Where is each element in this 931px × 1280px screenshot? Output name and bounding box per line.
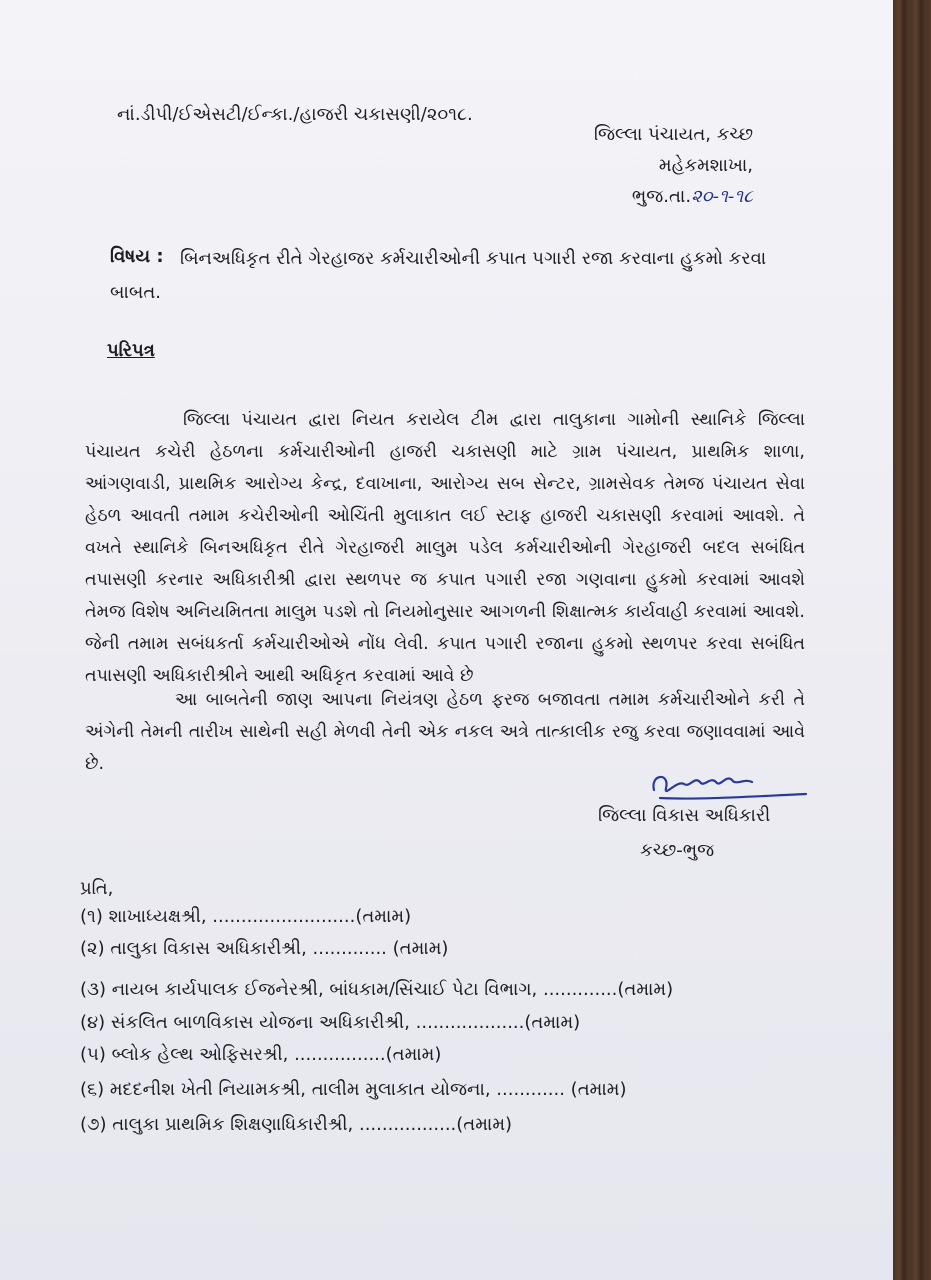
recipients-label: પ્રતિ, — [80, 878, 114, 899]
recipient-item: (૬) મદદનીશ ખેતી નિયામકશ્રી, તાલીમ મુલાકાત યોજના, ............ (તમામ) — [80, 1079, 627, 1100]
wooden-table-edge — [893, 0, 931, 1280]
office-name: જિલ્લા પંચાયત, કચ્છ — [593, 124, 753, 145]
recipient-item: (૧) શાખાધ્યક્ષશ્રી, .........................(તમામ) — [80, 906, 412, 927]
signature-scribble-icon — [640, 768, 820, 808]
body-paragraph-2: આ બાબતેની જાણ આપના નિયંત્રણ હેઠળ ફરજ બજાવતા તમામ કર્મચારીઓને કરી તે અંગેની તેમની તારીખ સાથેની સહી મેળવી તેની એક નકલ અત્રે તાત્કાલીક રજુ કરવા જણાવવામાં આવે છે. — [85, 690, 805, 774]
handwritten-signature — [640, 768, 820, 808]
recipient-item: (૫) બ્લોક હેલ્થ ઓફિસરશ્રી, ................(તમામ) — [80, 1044, 442, 1065]
signatory-place: કચ્છ-ભુજ — [640, 840, 715, 861]
letter-date — [632, 186, 753, 207]
department-name: મહેકમશાખા, — [658, 155, 753, 176]
recipient-item: (૨) તાલુકા વિકાસ અધિકારીશ્રી, ............. (તમામ) — [80, 938, 449, 959]
signatory-designation: જિલ્લા વિકાસ અધિકારી — [598, 805, 771, 826]
recipient-item: (૩) નાયબ કાર્યપાલક ઈજનેરશ્રી, બાંધકામ/સિંચાઈ પેટા વિભાગ, .............(તમામ) — [80, 979, 674, 1000]
date-prefix: ભુજ.તા. — [631, 186, 692, 207]
handwritten-date: ૨૦-૧-૧૮ — [691, 186, 753, 207]
body-paragraph-1: જિલ્લા પંચાયત દ્વારા નિયત કરાયેલ ટીમ દ્વારા તાલુકાના ગામોની સ્થાનિકે જિલ્લા પંચાયત કચેરી હેઠળના કર્મચારીઓની હાજરી ચકાસણી માટે ગ્રામ પંચાયત, પ્રાથમિક શાળા, આંગણવાડી, પ્રાથમિક આરોગ્ય કેન્દ્ર, દવાખાના, આરોગ્ય સબ સેન્ટર, ગ્રામસેવક તેમજ પંચાયત સેવા હેઠળ આવતી તમામ કચેરીઓની ઓચિંતી મુલાકાત લઈ સ્ટાફ હાજરી ચકાસણી કરવામાં આવશે. તે વખતે સ્થાનિકે બિનઅધિકૃત રીતે ગેરહાજરી માલુમ પડેલ કર્મચારીઓની ગેરહાજરી બદલ સબંધિત તપાસણી કરનાર અધિકારીશ્રી દ્વારા સ્થળપર જ કપાત પગારી રજા ગણવાના હુકમો કરવામાં આવશે તેમજ વિશેષ અનિયમિતતા માલુમ પડશે તો નિયમોનુસાર આગળની શિક્ષાત્મક કાર્યવાહી કરવામાં આવશે. જેની તમામ સબંધકર્તા કર્મચારીઓએ નોંધ લેવી. કપાત પગારી રજાના હુકમો સ્થળપર કરવા સબંધિત તપાસણી અધિકારીશ્રીને આથી અધિકૃત કરવામાં આવે છે — [85, 410, 805, 686]
subject-label: વિષય : — [110, 246, 164, 267]
subject-text: બિનઅધિકૃત રીતે ગેરહાજર કર્મચારીઓની કપાત પગારી રજા કરવાના હુકમો કરવા — [180, 248, 767, 269]
subject-continuation: બાબત. — [110, 282, 161, 303]
recipient-item: (૪) સંકલિત બાળવિકાસ યોજના અધિકારીશ્રી, ...................(તમામ) — [80, 1012, 581, 1033]
recipient-item: (૭) તાલુકા પ્રાથમિક શિક્ષણાધિકારીશ્રી, .................(તમામ) — [80, 1114, 513, 1135]
circular-title: પરિપત્ર — [107, 340, 155, 361]
reference-number: નાં.ડીપી/ઈએસટી/ઈન્કા./હાજરી ચકાસણી/૨૦૧૮. — [117, 104, 473, 125]
